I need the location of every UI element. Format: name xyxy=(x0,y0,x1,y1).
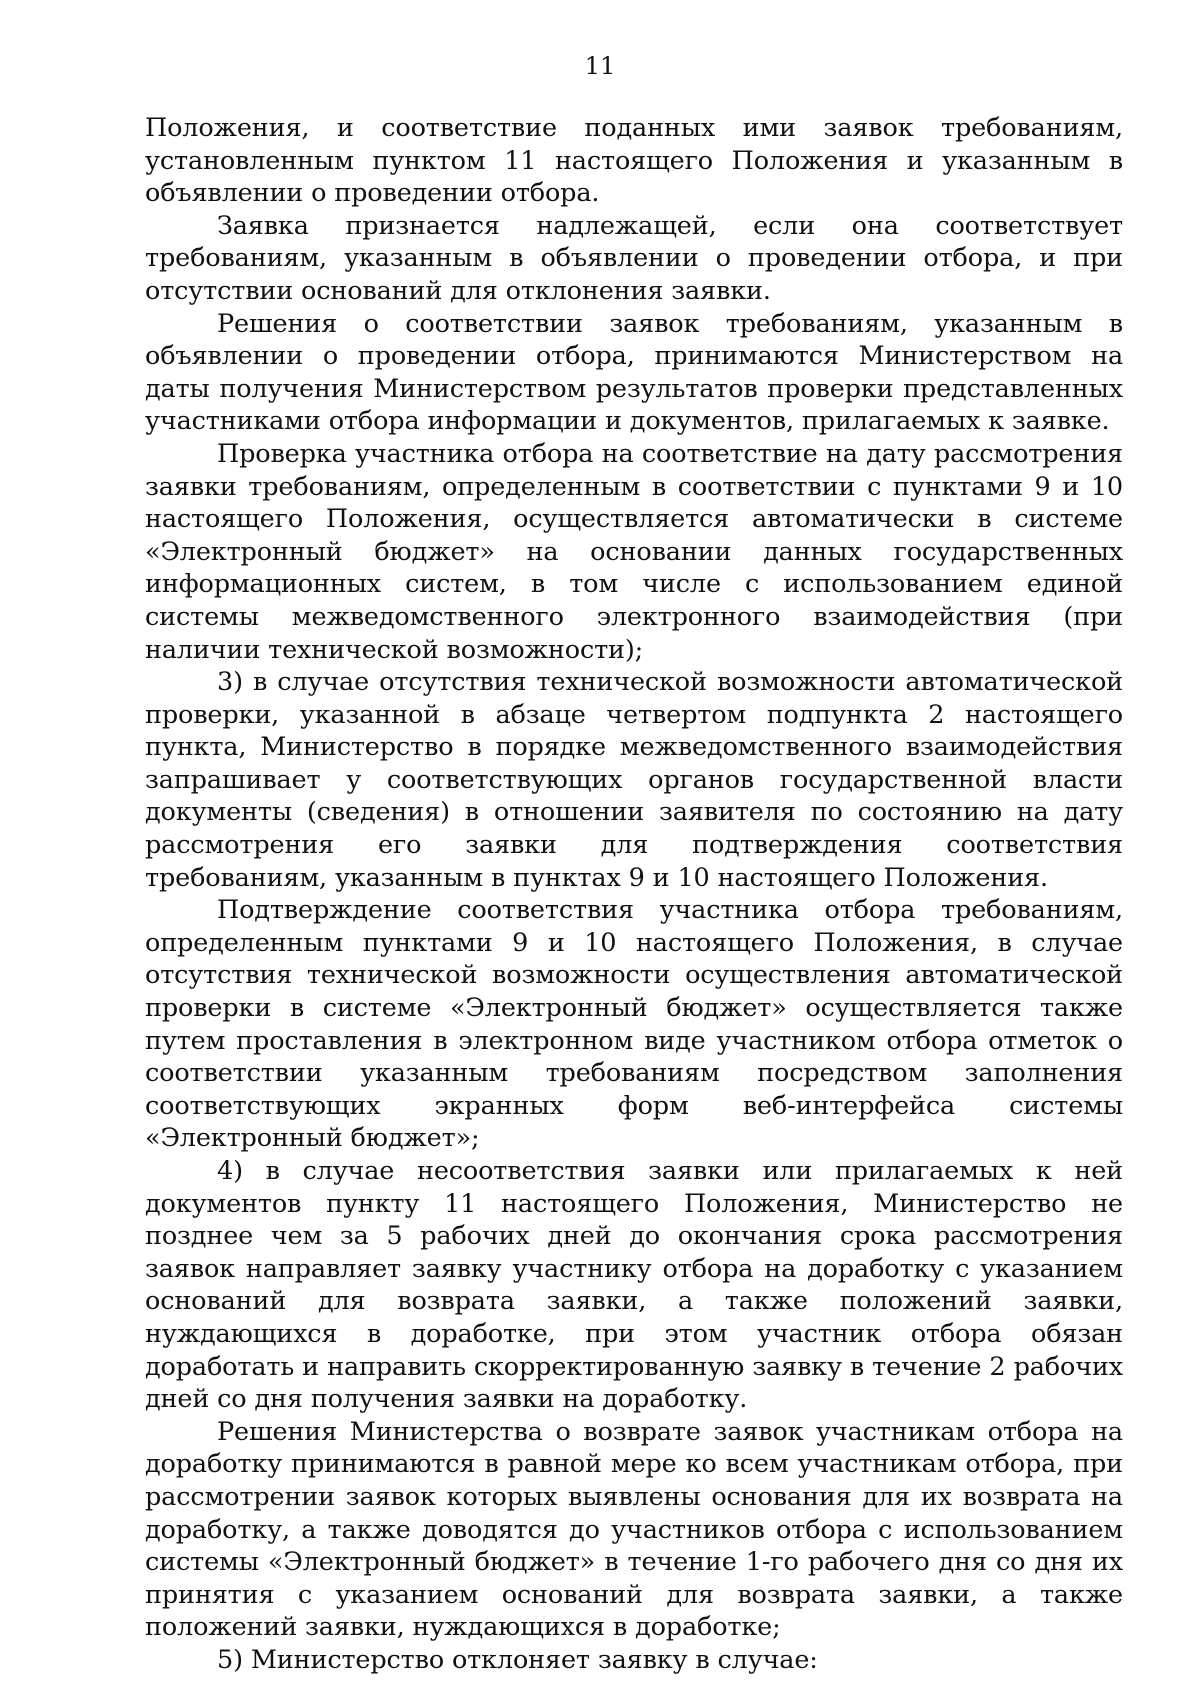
paragraph-continuation: Положения, и соответствие поданных ими заявок требованиям, установленным пунктом 11 настоящего Положения и указанным в объявлении о проведении отбора. xyxy=(145,113,1123,209)
paragraph-item-4: 4) в случае несоответствия заявки или прилагаемых к ней документов пункту 11 настоящего Положения, Министерство не позднее чем за 5 рабочих дней до окончания срока рассмотрения заявок направляет заявку участнику отбора на доработку с указанием оснований для возврата заявки, а также положений заявки, нуждающихся в доработке, при этом участник отбора обязан доработать и направить скорректированную заявку в течение 2 рабочих дней со дня получения заявки на доработку. xyxy=(145,1156,1123,1415)
paragraph: Решения о соответствии заявок требованиям, указанным в объявлении о проведении отбора, принимаются Министерством на даты получения Министерством результатов проверки представленных участниками отбора информации и документов, прилагаемых к заявке. xyxy=(145,308,1123,437)
paragraph: Проверка участника отбора на соответствие на дату рассмотрения заявки требованиям, определенным в соответствии с пунктами 9 и 10 настоящего Положения, осуществляется автоматически в системе «Электронный бюджет» на основании данных государственных информационных систем, в том числе с использованием единой системы межведомственного электронного взаимодействия (при наличии технической возможности); xyxy=(145,438,1123,665)
paragraph: Заявка признается надлежащей, если она соответствует требованиям, указанным в объявлении о проведении отбора, и при отсутствии оснований для отклонения заявки. xyxy=(145,210,1123,306)
paragraph: Решения Министерства о возврате заявок участникам отбора на доработку принимаются в равной мере ко всем участникам отбора, при рассмотрении заявок которых выявлены основания для их возврата на доработку, а также доводятся до участников отбора с использованием системы «Электронный бюджет» в течение 1-го рабочего дня со дня их принятия с указанием оснований для возврата заявки, а также положений заявки, нуждающихся в доработке; xyxy=(145,1416,1123,1643)
paragraph-item-5: 5) Министерство отклоняет заявку в случае: xyxy=(217,1644,818,1675)
page-number: 11 xyxy=(584,52,616,80)
paragraph-item-3: 3) в случае отсутствия технической возможности автоматической проверки, указанной в абзаце четвертом подпункта 2 настоящего пункта, Министерство в порядке межведомственного взаимодействия запрашивает у соответствующих органов государственной власти документы (сведения) в отношении заявителя по состоянию на дату рассмотрения его заявки для подтверждения соответствия требованиям, указанным в пунктах 9 и 10 настоящего Положения. xyxy=(145,667,1123,893)
document-body xyxy=(145,112,1123,1677)
paragraph: Подтверждение соответствия участника отбора требованиям, определенным пунктами 9 и 10 настоящего Положения, в случае отсутствия технической возможности осуществления автоматической проверки в системе «Электронный бюджет» осуществляется также путем проставления в электронном виде участником отбора отметок о соответствии указанным требованиям посредством заполнения соответствующих экранных форм веб-интерфейса системы «Электронный бюджет»; xyxy=(145,895,1123,1154)
